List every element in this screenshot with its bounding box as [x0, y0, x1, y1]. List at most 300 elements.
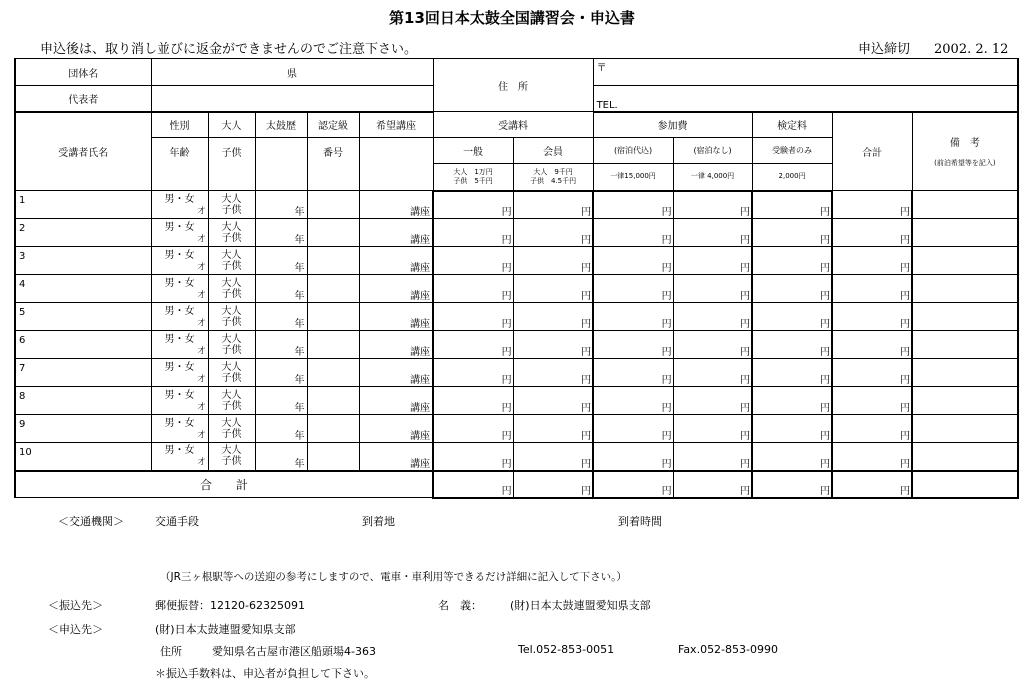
- adult-child-cell[interactable]: [208, 219, 255, 247]
- participant-name-cell[interactable]: [15, 247, 151, 275]
- no-lodging-fee-cell[interactable]: [673, 219, 752, 247]
- course-suffix: 講座: [410, 235, 431, 246]
- course-subheader: [359, 138, 433, 191]
- yen-unit: 円: [740, 485, 751, 497]
- years-suffix: 年: [294, 207, 305, 218]
- adult-child-cell[interactable]: [208, 275, 255, 303]
- sex-age-cell[interactable]: [151, 359, 208, 387]
- apply-label: ＜申込先＞: [48, 623, 103, 636]
- taiko-years-cell[interactable]: [255, 303, 307, 331]
- lodging-fee-cell[interactable]: [593, 331, 673, 359]
- remarks-cell[interactable]: [912, 415, 1018, 443]
- years-suffix: 年: [294, 347, 305, 358]
- sex-options: 男・女: [164, 389, 195, 401]
- child-option: 子供: [221, 288, 242, 300]
- sex-age-cell[interactable]: [151, 247, 208, 275]
- years-suffix: 年: [294, 235, 305, 246]
- course-suffix: 講座: [410, 403, 431, 414]
- member-fee-cell[interactable]: [513, 415, 593, 443]
- age-suffix: 才: [197, 317, 206, 327]
- tel-label: TEL.: [596, 99, 618, 111]
- adult-child-cell[interactable]: [208, 303, 255, 331]
- course-suffix: 講座: [410, 347, 431, 358]
- exam-fee-cell[interactable]: [752, 331, 832, 359]
- course-cell[interactable]: [359, 275, 433, 303]
- participant-name-cell[interactable]: [15, 331, 151, 359]
- years-suffix: 年: [294, 319, 305, 330]
- yen-unit: 円: [501, 458, 512, 470]
- general-child-price: 子供 5千円: [453, 176, 493, 185]
- cert-number-cell[interactable]: [307, 219, 359, 247]
- course-cell[interactable]: [359, 359, 433, 387]
- taiko-years-cell[interactable]: [255, 219, 307, 247]
- no-lodging-fee-cell[interactable]: [673, 303, 752, 331]
- adult-option: 大人: [221, 389, 242, 401]
- participant-name-cell[interactable]: [15, 359, 151, 387]
- participant-row: [15, 443, 1018, 471]
- yen-unit: 円: [581, 485, 592, 497]
- years-suffix: 年: [294, 458, 305, 470]
- age-suffix: 才: [197, 345, 206, 355]
- row-total-cell[interactable]: [832, 219, 912, 247]
- account-name-label: 名 義：: [438, 599, 482, 612]
- general-fee-cell[interactable]: [433, 303, 513, 331]
- course-suffix: 講座: [410, 291, 431, 302]
- no-lodging-fee-cell[interactable]: [673, 359, 752, 387]
- apply-address: 愛知県名古屋市港区船頭場4-363: [212, 645, 376, 658]
- exam-fee-cell[interactable]: [752, 359, 832, 387]
- grand-total-label: 合 計: [15, 471, 433, 498]
- age-suffix: 才: [197, 401, 206, 411]
- sex-age-cell[interactable]: [151, 191, 208, 219]
- remarks-label: 備 考: [949, 138, 980, 150]
- adult-option: 大人: [221, 193, 242, 205]
- member-price: [513, 164, 593, 191]
- course-cell[interactable]: [359, 415, 433, 443]
- cert-number-cell[interactable]: [307, 275, 359, 303]
- years-suffix: 年: [294, 291, 305, 302]
- yen-unit: 円: [900, 263, 911, 274]
- cert-number-cell[interactable]: [307, 303, 359, 331]
- lodging-fee-cell[interactable]: [593, 359, 673, 387]
- cert-number-cell[interactable]: [307, 247, 359, 275]
- sex-age-cell[interactable]: [151, 303, 208, 331]
- course-suffix: 講座: [410, 319, 431, 330]
- row-number: 6: [19, 335, 26, 346]
- with-lodging-price: 一律15,000円: [593, 164, 673, 191]
- general-fee-cell[interactable]: [433, 387, 513, 415]
- no-lodging-fee-cell[interactable]: [673, 331, 752, 359]
- no-lodging-fee-cell[interactable]: [673, 191, 752, 219]
- yen-unit: 円: [661, 263, 672, 274]
- course-cell[interactable]: [359, 303, 433, 331]
- lodging-fee-cell[interactable]: [593, 303, 673, 331]
- participant-name-cell[interactable]: [15, 191, 151, 219]
- row-total-cell[interactable]: [832, 191, 912, 219]
- row-number: 3: [19, 251, 26, 262]
- taiko-years-cell[interactable]: [255, 275, 307, 303]
- yen-unit: 円: [501, 235, 512, 246]
- exam-fee-cell[interactable]: [752, 247, 832, 275]
- exam-fee-cell[interactable]: [752, 443, 832, 471]
- row-total-cell[interactable]: [832, 415, 912, 443]
- member-fee-cell[interactable]: [513, 303, 593, 331]
- with-lodging-header: (宿泊代込): [593, 138, 673, 164]
- total-lodging-cell[interactable]: [593, 471, 673, 498]
- participant-name-cell[interactable]: [15, 415, 151, 443]
- exam-price: 2,000円: [752, 164, 832, 191]
- exam-fee-cell[interactable]: [752, 303, 832, 331]
- cert-number-cell[interactable]: [307, 359, 359, 387]
- participant-row: [15, 275, 1018, 303]
- years-suffix: 年: [294, 403, 305, 414]
- yen-unit: 円: [900, 235, 911, 246]
- age-suffix: 才: [197, 457, 206, 467]
- group-name-field[interactable]: [151, 59, 433, 86]
- exam-fee-cell[interactable]: [752, 387, 832, 415]
- yen-unit: 円: [740, 347, 751, 358]
- course-suffix: 講座: [410, 375, 431, 386]
- course-cell[interactable]: [359, 331, 433, 359]
- row-total-cell[interactable]: [832, 275, 912, 303]
- general-fee-cell[interactable]: [433, 191, 513, 219]
- participant-row: [15, 359, 1018, 387]
- yen-unit: 円: [661, 375, 672, 386]
- member-fee-cell[interactable]: [513, 443, 593, 471]
- adult-option: 大人: [221, 445, 242, 457]
- participant-row: [15, 387, 1018, 415]
- general-fee-cell[interactable]: [433, 359, 513, 387]
- age-header: 年齢: [151, 138, 208, 191]
- course-cell[interactable]: [359, 443, 433, 471]
- lodging-fee-cell[interactable]: [593, 415, 673, 443]
- adult-child-cell[interactable]: [208, 387, 255, 415]
- sex-options: 男・女: [164, 221, 195, 233]
- row-number: 10: [19, 447, 32, 458]
- taiko-years-cell[interactable]: [255, 443, 307, 471]
- desired-course-header: 希望講座: [359, 112, 433, 138]
- row-total-cell[interactable]: [832, 443, 912, 471]
- sex-age-cell[interactable]: [151, 443, 208, 471]
- course-suffix: 講座: [410, 263, 431, 274]
- exam-fee-cell[interactable]: [752, 219, 832, 247]
- member-adult-price: 大人 9千円: [533, 167, 573, 176]
- age-suffix: 才: [197, 373, 206, 383]
- exam-fee-cell[interactable]: [752, 191, 832, 219]
- row-number: 1: [19, 195, 26, 206]
- arrival-place-label: 到着地: [362, 515, 395, 528]
- address-label: 住 所: [433, 59, 593, 112]
- participant-name-cell[interactable]: [15, 219, 151, 247]
- tuition-header: 受講料: [433, 112, 593, 138]
- yen-unit: 円: [661, 347, 672, 358]
- total-no-lodging-cell[interactable]: [673, 471, 752, 498]
- yen-unit: 円: [581, 431, 592, 442]
- remarks-cell[interactable]: [912, 247, 1018, 275]
- yen-unit: 円: [820, 485, 831, 497]
- row-number: 7: [19, 363, 26, 374]
- remarks-cell[interactable]: [912, 387, 1018, 415]
- deadline: [858, 38, 1008, 57]
- yen-unit: 円: [820, 207, 831, 218]
- yen-unit: 円: [581, 458, 592, 470]
- participant-row: [15, 219, 1018, 247]
- participant-name-cell[interactable]: [15, 443, 151, 471]
- sex-age-cell[interactable]: [151, 415, 208, 443]
- member-fee-cell[interactable]: [513, 359, 593, 387]
- yen-unit: 円: [820, 431, 831, 442]
- member-fee-cell[interactable]: [513, 275, 593, 303]
- sex-age-cell[interactable]: [151, 387, 208, 415]
- postal-mark: 〒: [596, 63, 607, 74]
- yen-unit: 円: [740, 235, 751, 246]
- cert-number-cell[interactable]: [307, 415, 359, 443]
- yen-unit: 円: [501, 319, 512, 330]
- course-cell[interactable]: [359, 219, 433, 247]
- yen-unit: 円: [501, 485, 512, 497]
- yen-unit: 円: [900, 319, 911, 330]
- yen-unit: 円: [900, 403, 911, 414]
- yen-unit: 円: [581, 207, 592, 218]
- no-lodging-fee-cell[interactable]: [673, 247, 752, 275]
- course-suffix: 講座: [410, 458, 431, 470]
- general-fee-cell[interactable]: [433, 415, 513, 443]
- postal-field[interactable]: [593, 59, 1018, 86]
- address-label-footer: 住所: [160, 645, 182, 658]
- course-suffix: 講座: [410, 207, 431, 218]
- adult-child-cell[interactable]: [208, 331, 255, 359]
- child-option: 子供: [221, 428, 242, 440]
- yen-unit: 円: [501, 347, 512, 358]
- yen-unit: 円: [581, 347, 592, 358]
- remarks-cell[interactable]: [912, 191, 1018, 219]
- member-fee-cell[interactable]: [513, 331, 593, 359]
- form-title: 第13回日本太鼓全国講習会・申込書: [389, 9, 635, 27]
- adult-child-cell[interactable]: [208, 247, 255, 275]
- adult-option: 大人: [221, 305, 242, 317]
- yen-unit: 円: [820, 458, 831, 470]
- adult-option: 大人: [221, 277, 242, 289]
- participant-name-cell[interactable]: [15, 275, 151, 303]
- participant-name-cell[interactable]: [15, 303, 151, 331]
- tel-field[interactable]: [593, 86, 1018, 112]
- age-suffix: 才: [197, 205, 206, 215]
- yen-unit: 円: [501, 375, 512, 386]
- sex-age-cell[interactable]: [151, 275, 208, 303]
- yen-unit: 円: [661, 207, 672, 218]
- remarks-cell[interactable]: [912, 219, 1018, 247]
- yen-unit: 円: [740, 458, 751, 470]
- child-option: 子供: [221, 260, 242, 272]
- grand-total-cell[interactable]: [832, 471, 912, 498]
- lodging-fee-cell[interactable]: [593, 191, 673, 219]
- general-fee-cell[interactable]: [433, 247, 513, 275]
- yen-unit: 円: [661, 235, 672, 246]
- member-header: 会員: [513, 138, 593, 164]
- taiko-years-cell[interactable]: [255, 387, 307, 415]
- no-lodging-fee-cell[interactable]: [673, 415, 752, 443]
- adult-child-cell[interactable]: [208, 191, 255, 219]
- transport-means-label: 交通手段: [155, 515, 199, 528]
- taiko-years-cell[interactable]: [255, 191, 307, 219]
- participant-row: [15, 191, 1018, 219]
- remarks-header: [912, 112, 1018, 191]
- adult-child-cell[interactable]: [208, 359, 255, 387]
- row-number: 5: [19, 307, 26, 318]
- adult-option: 大人: [221, 221, 242, 233]
- yen-unit: 円: [900, 485, 911, 497]
- cert-number-cell[interactable]: [307, 387, 359, 415]
- yen-unit: 円: [740, 291, 751, 302]
- sex-age-cell[interactable]: [151, 219, 208, 247]
- remarks-cell[interactable]: [912, 443, 1018, 471]
- sex-age-cell[interactable]: [151, 331, 208, 359]
- course-cell[interactable]: [359, 247, 433, 275]
- name-header: 受講者氏名: [15, 112, 151, 191]
- member-fee-cell[interactable]: [513, 191, 593, 219]
- exam-fee-cell[interactable]: [752, 275, 832, 303]
- years-suffix: 年: [294, 375, 305, 386]
- years-suffix: 年: [294, 431, 305, 442]
- total-general-cell[interactable]: [433, 471, 513, 498]
- yen-unit: 円: [740, 403, 751, 414]
- remarks-cell[interactable]: [912, 359, 1018, 387]
- deadline-label: 申込締切: [858, 42, 911, 57]
- general-price: [433, 164, 513, 191]
- taiko-years-subheader: [255, 138, 307, 191]
- yen-unit: 円: [581, 235, 592, 246]
- apply-fax: Fax.052-853-0990: [678, 643, 778, 656]
- transfer-label: ＜振込先＞: [48, 599, 103, 612]
- general-header: 一般: [433, 138, 513, 164]
- course-cell[interactable]: [359, 191, 433, 219]
- total-exam-cell[interactable]: [752, 471, 832, 498]
- taiko-years-cell[interactable]: [255, 247, 307, 275]
- yen-unit: 円: [661, 319, 672, 330]
- row-total-cell[interactable]: [832, 387, 912, 415]
- adult-child-cell[interactable]: [208, 443, 255, 471]
- remarks-cell[interactable]: [912, 275, 1018, 303]
- child-header: 子供: [208, 138, 255, 191]
- yen-unit: 円: [661, 431, 672, 442]
- row-number: 9: [19, 419, 26, 430]
- cert-number-cell[interactable]: [307, 331, 359, 359]
- yen-unit: 円: [740, 375, 751, 386]
- member-fee-cell[interactable]: [513, 247, 593, 275]
- lodging-fee-cell[interactable]: [593, 387, 673, 415]
- adult-option: 大人: [221, 361, 242, 373]
- cert-level-header: 認定級: [307, 112, 359, 138]
- taiko-years-cell[interactable]: [255, 359, 307, 387]
- general-fee-cell[interactable]: [433, 443, 513, 471]
- adult-child-cell[interactable]: [208, 415, 255, 443]
- age-suffix: 才: [197, 233, 206, 243]
- sex-options: 男・女: [164, 305, 195, 317]
- yen-unit: 円: [581, 263, 592, 274]
- participant-name-cell[interactable]: [15, 387, 151, 415]
- adult-option: 大人: [221, 417, 242, 429]
- sex-options: 男・女: [164, 361, 195, 373]
- course-cell[interactable]: [359, 387, 433, 415]
- yen-unit: 円: [820, 347, 831, 358]
- prefecture-label: 県: [287, 68, 298, 80]
- member-fee-cell[interactable]: [513, 387, 593, 415]
- yen-unit: 円: [501, 291, 512, 302]
- lodging-fee-cell[interactable]: [593, 219, 673, 247]
- deadline-date: 2002. 2. 12: [934, 42, 1009, 57]
- sex-options: 男・女: [164, 333, 195, 345]
- no-lodging-fee-cell[interactable]: [673, 443, 752, 471]
- yen-unit: 円: [900, 375, 911, 386]
- cert-number-cell[interactable]: [307, 191, 359, 219]
- yen-unit: 円: [501, 207, 512, 218]
- remarks-cell[interactable]: [912, 303, 1018, 331]
- total-member-cell[interactable]: [513, 471, 593, 498]
- no-lodging-fee-cell[interactable]: [673, 387, 752, 415]
- representative-field[interactable]: [151, 86, 433, 112]
- yen-unit: 円: [820, 291, 831, 302]
- sex-options: 男・女: [164, 277, 195, 289]
- row-total-cell[interactable]: [832, 331, 912, 359]
- adult-header: 大人: [208, 112, 255, 138]
- general-fee-cell[interactable]: [433, 331, 513, 359]
- group-name-label: 団体名: [15, 59, 151, 86]
- exam-fee-cell[interactable]: [752, 415, 832, 443]
- general-fee-cell[interactable]: [433, 275, 513, 303]
- child-option: 子供: [221, 204, 242, 216]
- remarks-cell[interactable]: [912, 331, 1018, 359]
- yen-unit: 円: [900, 207, 911, 218]
- lodging-fee-cell[interactable]: [593, 275, 673, 303]
- yen-unit: 円: [661, 403, 672, 414]
- general-fee-cell[interactable]: [433, 219, 513, 247]
- yen-unit: 円: [661, 291, 672, 302]
- sex-options: 男・女: [164, 249, 195, 261]
- row-total-cell[interactable]: [832, 359, 912, 387]
- cert-number-cell[interactable]: [307, 443, 359, 471]
- yen-unit: 円: [581, 291, 592, 302]
- row-total-cell[interactable]: [832, 247, 912, 275]
- row-total-cell[interactable]: [832, 303, 912, 331]
- fee-note: ＊振込手数料は、申込者が負担して下さい。: [155, 667, 375, 680]
- application-table: [14, 58, 1019, 499]
- lodging-fee-cell[interactable]: [593, 247, 673, 275]
- member-fee-cell[interactable]: [513, 219, 593, 247]
- yen-unit: 円: [581, 319, 592, 330]
- child-option: 子供: [221, 232, 242, 244]
- yen-unit: 円: [581, 403, 592, 414]
- taiko-years-cell[interactable]: [255, 331, 307, 359]
- yen-unit: 円: [661, 458, 672, 470]
- adult-option: 大人: [221, 249, 242, 261]
- course-suffix: 講座: [410, 431, 431, 442]
- taiko-years-cell[interactable]: [255, 415, 307, 443]
- arrival-time-label: 到着時間: [618, 515, 662, 528]
- yen-unit: 円: [740, 431, 751, 442]
- participant-row: [15, 303, 1018, 331]
- participant-row: [15, 331, 1018, 359]
- participant-row: [15, 415, 1018, 443]
- lodging-fee-cell[interactable]: [593, 443, 673, 471]
- yen-unit: 円: [740, 319, 751, 330]
- exam-fee-header: 検定料: [752, 112, 832, 138]
- no-lodging-fee-cell[interactable]: [673, 275, 752, 303]
- apply-org: (財)日本太鼓連盟愛知県支部: [155, 623, 296, 636]
- yen-unit: 円: [820, 375, 831, 386]
- participation-header: 参加費: [593, 112, 752, 138]
- apply-tel: Tel.052-853-0051: [518, 643, 615, 656]
- remarks-note: (前泊希望等を記入): [934, 159, 996, 168]
